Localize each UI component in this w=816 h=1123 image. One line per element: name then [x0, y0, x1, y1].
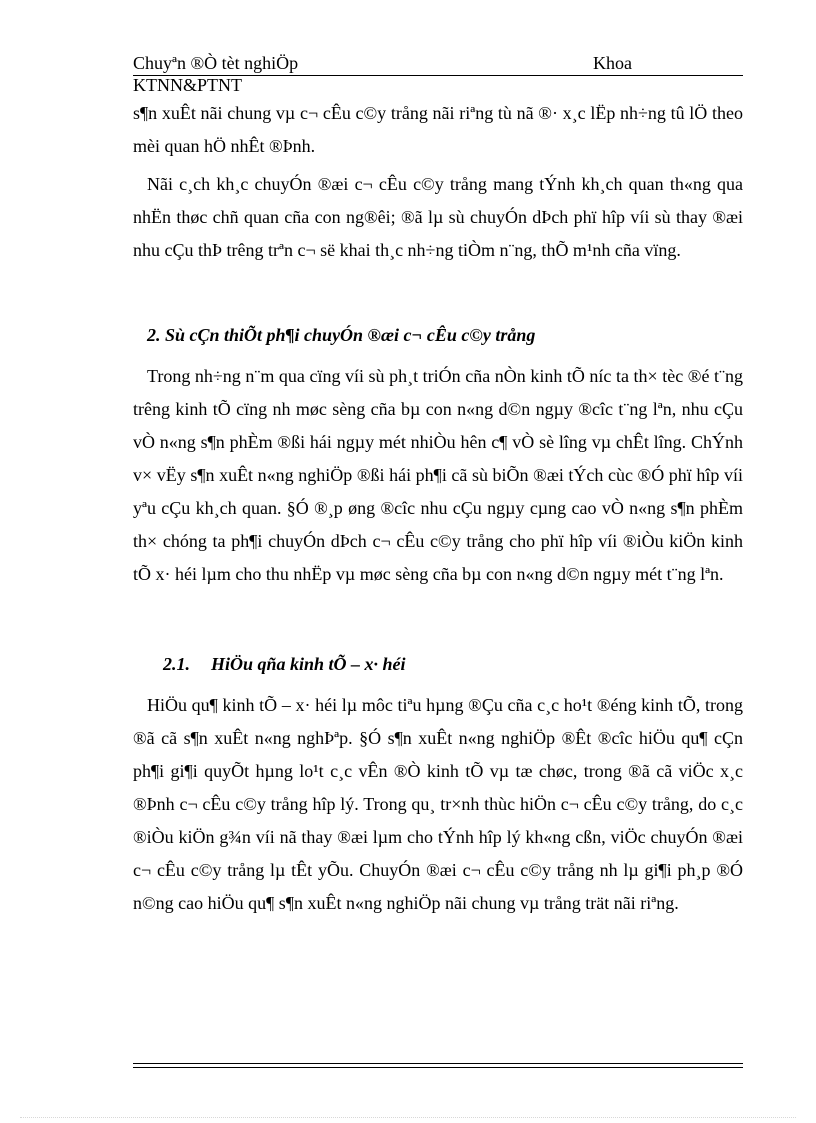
subsection-heading-2-1: [163, 654, 406, 675]
subsection-title: HiÖu qña kinh tÕ – x· héi: [211, 654, 406, 674]
header-left-text: Chuyªn ®Ò tèt nghiÖp: [133, 53, 299, 73]
paragraph-3: [133, 360, 743, 591]
page-bottom-edge: [20, 1117, 796, 1118]
section-heading-2: 2. Sù cÇn thiÕt ph¶i chuyÓn ®æi c¬ cÊu c©y trång: [147, 325, 536, 345]
paragraph-2: [133, 168, 743, 267]
footer-rule: [133, 1063, 743, 1068]
page-header: [133, 53, 743, 75]
paragraph-3-text: Trong nh÷ng n¨m qua cïng víi sù ph¸t triÓn cña nÒn kinh tÕ níc ta th× tèc ®é t¨ng trêng kinh tÕ cïng nh møc sèng cña bµ con n«ng d©n ngµy ®cîc t¨ng lªn, nhu cÇu vÒ n«ng s¶n phÈm ®ßi hái ngµy mét nhiÒu hên c¶ vÒ sè lîng vµ chÊt lîng. ChÝnh v× vËy s¶n xuÊt n«ng nghiÖp ®ßi hái ph¶i cã sù biÕn ®æi tÝch cùc ®Ó phï hîp víi yªu cÇu kh¸ch quan. §Ó ®¸p øng ®cîc nhu cÇu ngµy cµng cao vÒ n«ng s¶n phÈm th× chóng ta ph¶i chuyÓn dÞch c¬ cÊu c©y trång cho phï hîp víi ®iÒu kiÖn kinh tÕ x· héi lµm cho thu nhËp vµ møc sèng cña bµ con n«ng d©n ngµy mét t¨ng lªn.: [133, 366, 743, 584]
paragraph-4: [133, 689, 743, 920]
header-right-text: Khoa: [593, 53, 632, 73]
subsection-number: 2.1.: [163, 654, 190, 674]
paragraph-2-text: Nãi c¸ch kh¸c chuyÓn ®æi c¬ cÊu c©y trång mang tÝnh kh¸ch quan th«ng qua nhËn thøc chñ quan cña con ng®êi; ®ã lµ sù chuyÓn dÞch phï hîp víi sù thay ®æi nhu cÇu thÞ trêng trªn c¬ së khai th¸c nh÷ng tiÒm n¨ng, thÕ m¹nh cña vïng.: [133, 174, 743, 260]
paragraph-1-text: s¶n xuÊt nãi chung vµ c¬ cÊu c©y trång nãi riªng tù nã ®· x¸c lËp nh÷ng tû lÖ theo mèi quan hÖ nhÊt ®Þnh.: [133, 103, 743, 156]
header-department: KTNN&PTNT: [133, 75, 242, 95]
paragraph-4-text: HiÖu qu¶ kinh tÕ – x· héi lµ môc tiªu hµng ®Çu cña c¸c ho¹t ®éng kinh tÕ, trong ®ã cã s¶n xuÊt n«ng nghÞªp. §Ó s¶n xuÊt n«ng nghiÖp ®Êt ®cîc hiÖu qu¶ cÇn ph¶i gi¶i quyÕt hµng lo¹t c¸c vÊn ®Ò kinh tÕ vµ tæ chøc, trong ®ã cã viÖc x¸c ®Þnh c¬ cÊu c©y trång hîp lý. Trong qu¸ tr×nh thùc hiÖn c¬ cÊu c©y trång, do c¸c ®iÒu kiÖn g¾n víi nã thay ®æi lµm cho tÝnh hîp lý kh«ng cßn, viÖc chuyÓn ®æi c¬ cÊu c©y trång lµ tÊt yÕu. ChuyÓn ®æi c¬ cÊu c©y trång nh lµ gi¶i ph¸p ®Ó n©ng cao hiÖu qu¶ s¶n xuÊt n«ng nghiÖp nãi chung vµ trång trät nãi riªng.: [133, 695, 743, 913]
paragraph-1: [133, 97, 743, 163]
